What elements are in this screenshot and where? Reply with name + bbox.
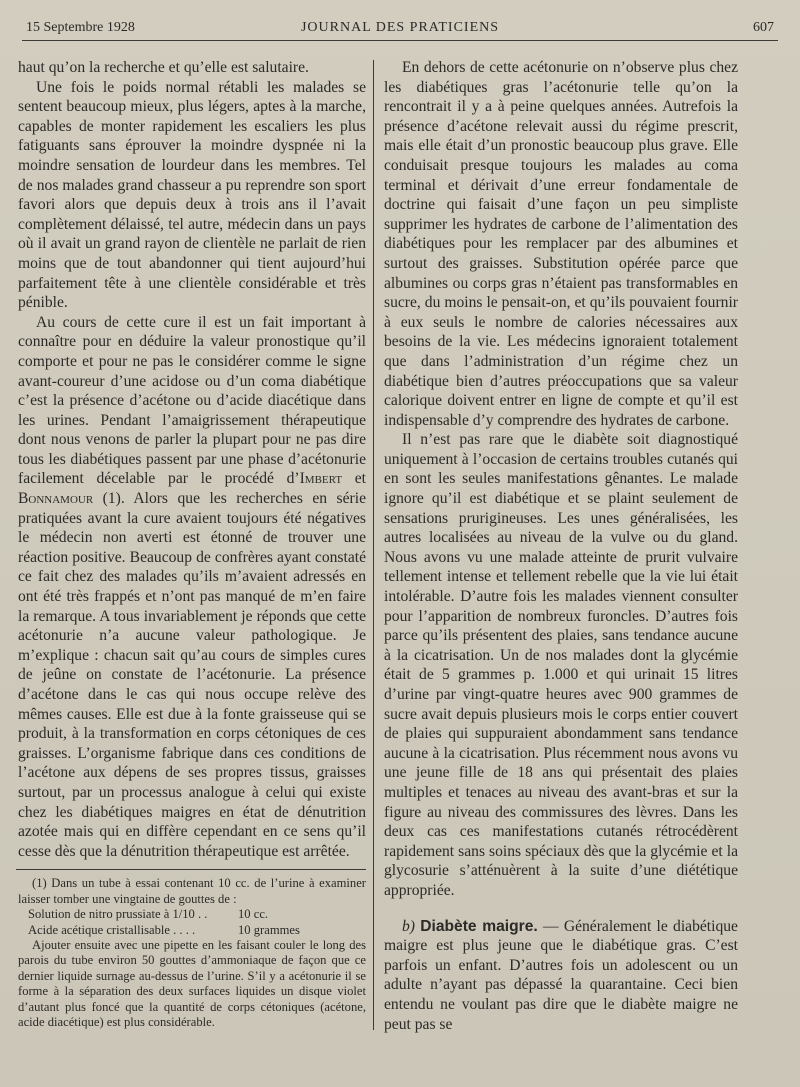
left-column [18,58,366,1030]
recipe-line [18,907,366,922]
left-paragraph-1: haut qu’on la recherche et qu’elle est salutaire. [18,59,309,76]
header-title: JOURNAL DES PRATICIENS [300,20,500,35]
recipe-quantity: 10 grammes [238,922,300,937]
footnote-intro: (1) Dans un tube à essai contenant 10 cc. de l’urine à examiner laisser tomber une vingtaine de gouttes de : [18,876,366,906]
right-paragraph-3: — Généralement le diabétique maigre est plus jeune que le diabétique gras. C’est parfois un enfant. D’autres fois un adolescent ou un adulte n’ayant pas dépassé la quarantaine. Ceci bien entendu ne voulant pas dire que le diabète maigre ne peut pas se [384,917,738,1033]
section-diabete-maigre [384,917,738,1035]
section-title: Diabète maigre. [420,917,538,935]
author-bonnamour: Bonnamour [18,490,94,508]
author-imbert: Imbert [299,470,343,488]
left-paragraph-3 [18,313,366,862]
header-rule [22,40,778,41]
header-date: 15 Septembre 1928 [26,20,135,35]
page-number: 607 [753,20,774,35]
footnote [18,876,366,1030]
recipe-quantity: 10 cc. [238,907,269,922]
recipe-ingredient: Acide acétique cristallisable . . . . [28,922,196,937]
running-head [22,16,778,38]
right-paragraph-2: Il n’est pas rare que le diabète soit diagnostiqué uniquement à l’occasion de certains troubles cutanés qui en sont les seules manifestations gênantes. Le malade ignore qu’il est diabétique et se plaint seulement de sensations prurigineuses. Les unes généralisées, les autres localisées au niveau de la vulve ou du gland. Nous avons vu une malade atteinte de prurit vulvaire tellement intense et tellement rebelle que la vie lui était intolérable. D’autre fois les malades viennent consulter pour l’apparition de nombreux furoncles. D’autres fois parce qu’ils présentent des plaies, sans tendance aucune à la cicatrisation. Un de nos malades dont la glycémie était de 5 grammes p. 1.000 et qui urinait 15 litres d’urine par vingt-quatre heures avec 900 grammes de sucre avait depuis plusieurs mois le corps entier couvert de plaies qui suppuraient abondamment sans tendance aucune à la cicatrisation. Plus récemment nous avons vu une jeune fille de 18 ans qui présentait des plaies multiples et tenaces au niveau des avant-bras et sur la figure au niveau des commissures des lèvres. Dans les deux cas ces manifestations cutanés rétrocédèrent rapidement sans soins spéciaux dès que la glycémie et la glycosurie s’atténuèrent à la suite d’une diététique appropriée. [384,431,738,899]
section-letter: b) [402,917,415,935]
conjunction: et [342,470,366,488]
footnote-body: Ajouter ensuite avec une pipette en les faisant couler le long des parois du tube environ 50 gouttes d’ammoniaque de façon que ce dernier liquide surnage au-dessus de l’urine. S’il y a acétonurie il se forme à la séparation des deux surfaces liquides un disque violet d’autant plus foncé que la quantité de corps cétoniques (acétone, acide diacétique) est plus considérable. [18,937,366,1029]
left-paragraph-3-part-a: Au cours de cette cure il est un fait important à connaître pour en déduire la valeur pronostique qu’il comporte et pour ne pas le considérer comme le signe avant-coureur d’une acidose ou d’un coma diabétique c’est la présence d’acétone ou d’acide diacétique dans les urines. Pendant l’amaigrissement thérapeutique dont nous venons de parler la plupart pour ne pas dire tous les diabétiques passent par une phase d’acétonurie facilement décelable par le procédé d’ [18,313,366,488]
right-paragraph-1: En dehors de cette acétonurie on n’observe plus chez les diabétiques gras l’acétonurie telle qu’on la rencontrait il y a à peine quelques années. Autrefois la présence d’acétone relevait aussi du régime prescrit, mais elle était d’un pronostic beaucoup plus grave. Elle conduisait presque toujours les malades au coma terminal et dérivait d’une erreur fondamentale de doctrine qui faisait d’une façon un peu simpliste supprimer les hydrates de carbone de l’alimentation des diabétiques pour les remplacer par des albumines et surtout des graisses. Substitution opérée parce que albumines ou corps gras n’étaient pas transformables en sucre, du moins le pensait-on, et qu’ils pouvaient fournir à eux seuls le nombre de calories nécessaires aux besoins de la vie. Les médecins ignoraient totalement que dans l’administration d’un régime chez un diabétique bien d’autres préoccupations que sa valeur calorique doivent entrer en ligne de compte et qu’il est indispensable d’y comprendre des hydrates de carbone. [384,59,738,429]
recipe-line [18,923,366,938]
column-divider [373,60,374,1030]
left-paragraph-2: Une fois le poids normal rétabli les malades se sentent beaucoup mieux, plus légers, aptes à la marche, capables de monter rapidement les escaliers les plus fatiguants sans éprouver la moindre dyspnée ni la moindre sensation de lourdeur dans les membres. Tel de nos malades grand chasseur a pu reprendre son sport favori alors que depuis deux à trois ans il l’avait complètement délaissé, tel autre, médecin dans un pays où il avait un grand rayon de clientèle ne parlait de rien moins que de tout abandonner qui tient aujourd’hui parfaitement tête à une clientèle considérable et très pénible. [18,78,366,312]
right-column [384,58,738,1034]
left-paragraph-3-part-b: (1). Alors que les recherches en série pratiquées avant la cure avaient toujours été négatives le médecin non averti est étonné de trouver une réaction positive. Beaucoup de confrères ayant constaté ce fait chez des malades qu’ils m’avaient adressés en ont été très frappés et n’ont pas manqué de m’en faire la remarque. A tous invariablement je réponds que cette acétonurie n’a aucune valeur pathologique. Je m’explique : chacun sait qu’au cours de simples cures de jeûne on constate de l’acétonurie. La présence d’acétone dans le cas qui nous occupe relève des mêmes causes. Elle est due à la fonte graisseuse qui se produit, à la transformation en corps cétoniques de ces graisses. L’organisme fabrique dans ces conditions de l’acétone aux dépens de ses propres tissus, graisses surtout, par un processus analogue à celui qui existe chez les diabétiques maigres en état de dénutrition azotée mais qui en diffère cependant en ce sens qu’il cesse dès que la dénutrition thérapeutique est arrêtée. [18,490,366,860]
footnote-rule [16,869,366,870]
recipe-ingredient: Solution de nitro prussiate à 1/10 . . [28,907,208,922]
